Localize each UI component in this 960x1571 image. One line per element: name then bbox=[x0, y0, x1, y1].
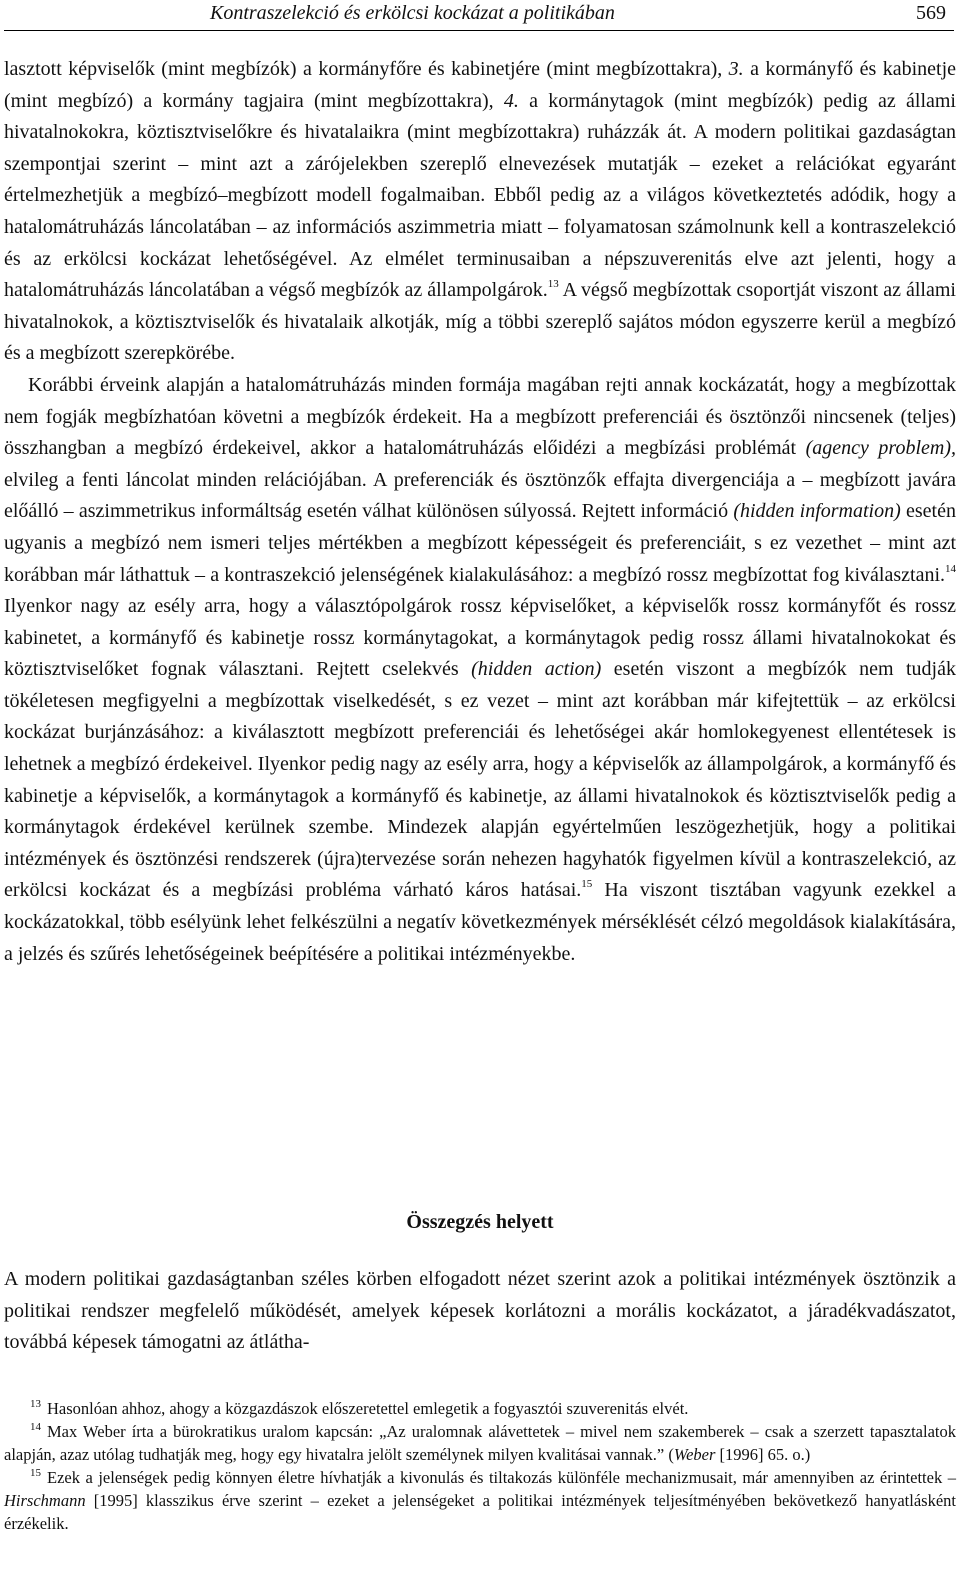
text-run: Ha viszont tisztában vagyunk ezekkel a kockázatokkal, több esélyünk lehet felkészülni a negatív következmények mérséklését célzó megoldások kialakítására, a jelzés és szűrés lehetőségeinek beépítésére a politikai intézményekbe. bbox=[4, 879, 957, 965]
section-heading: Összegzés helyett bbox=[406, 1211, 554, 1233]
footnote-15 bbox=[4, 1466, 956, 1535]
italic-term: (hidden information) bbox=[733, 500, 901, 523]
footnote-text: Max Weber írta a bürokratikus uralom kapcsán: „Az uralomnak alávettetek – mivel nem szakemberek – csak a szerzett tapasztalatok alapján, azaz utólag tudhatják meg, hogy egy hivatalra jelölt személynek milyen kvalitásai vannak.” ( bbox=[4, 1422, 956, 1464]
footnote-ref-14[interactable]: 14 bbox=[945, 562, 956, 575]
text-run: Korábbi érveink alapján a hatalomátruházás minden formája magában rejti annak kockázatát, hogy a megbízottak nem fogják megbízhatóan követni a megbízók érdekeit. Ha a megbízott preferenciái és ösztönzői nincsenek (teljes) összhangban a megbízó érdekeivel, akkor a hatalomátruházás előidézi a megbízási problémát bbox=[4, 373, 956, 460]
footnote-number: 15 bbox=[30, 1467, 41, 1479]
footnote-text: [1996] 65. o.) bbox=[715, 1445, 811, 1464]
text-run: esetén ugyanis a megbízó nem ismeri teljes mértékben a megbízott képességeit és preferenciáit, s ez vezethet – mint azt korábban már láthattuk – a kontraszekció jelenségének kialakulásához: a megbízó rossz megbízottat fog kiválasztani. bbox=[4, 500, 956, 586]
footnote-number: 13 bbox=[30, 1398, 41, 1410]
author-name: Weber bbox=[673, 1445, 716, 1464]
text-run: Ilyenkor nagy az esély arra, hogy a választópolgárok rossz képviselőket, a képviselők rossz kormányfőt és rossz kabinetet, a kormányfő és kabinetje rossz kormánytagokat, a kormánytagok pedig rossz állami hivatalnokokat és köztisztviselőket fognak választani. Rejtett cselekvés bbox=[4, 595, 956, 681]
footnote-ref-15[interactable]: 15 bbox=[581, 878, 593, 891]
paragraph-1 bbox=[4, 54, 956, 370]
main-text bbox=[4, 54, 956, 970]
italic-term: (hidden action) bbox=[471, 658, 602, 681]
footnote-13 bbox=[4, 1397, 956, 1420]
footnote-text: Hasonlóan ahhoz, ahogy a közgazdászok előszeretettel emlegetik a fogyasztói szuverenitás elvét. bbox=[47, 1399, 689, 1418]
footnotes bbox=[4, 1397, 956, 1535]
author-name: Hirschmann bbox=[4, 1491, 86, 1510]
running-title: Kontraszelekció és erkölcsi kockázat a politikában bbox=[210, 2, 615, 24]
list-number: 4. bbox=[503, 89, 519, 112]
paragraph-2 bbox=[4, 370, 956, 970]
text-run: a kormányfő és kabinetje (mint megbízó) a kormány tagjaira (mint megbízottakra), bbox=[4, 58, 957, 112]
footnote-number: 14 bbox=[30, 1421, 41, 1433]
footnote-14 bbox=[4, 1420, 956, 1466]
running-header bbox=[4, 0, 954, 31]
text-run: esetén viszont a megbízók nem tudják tökéletesen megfigyelni a megbízottak viselkedését, s ez vezet – mint azt korábban már kifejtettük – az erkölcsi kockázat burjánzásához: a kiválasztott megbízott preferenciái és lehetőségei akár homlokegyenest ellentétesek is lehetnek a megbízó érdekeivel. Ilyenkor pedig nagy az esély arra, hogy a képviselők az állampolgárok, a kormányfő és kabinetje a képviselők, a kormánytagok a kormányfő és kabinetje, az állami hivatalnokok és köztisztviselők pedig a kormánytagok érdekével kerülnek szembe. Mindezek alapján egyértelműen leszögezhetjük, hogy a politikai intézmények és ösztönzési rendszerek (újra)tervezése során nehezen hagyhatók figyelmen kívül a kontraszelekció, az erkölcsi kockázat és a megbízási probléma várható káros hatásai. bbox=[4, 658, 956, 902]
text-run: elvileg a fenti láncolat minden relációjában. A preferenciák és ösztönzők effajta divergenciája a – megbízott javára előálló – aszimmetrikus informáltság esetén válhat különösen súlyossá. Rejtett információ bbox=[4, 468, 956, 523]
page-number: 569 bbox=[916, 2, 946, 24]
footnote-text: Ezek a jelenségek pedig könnyen életre hívhatják a kivonulás és tiltakozás különféle mechanizmusait, már amennyiben az érintettek – bbox=[47, 1468, 956, 1487]
italic-term: (agency problem), bbox=[805, 437, 956, 460]
text-run: lasztott képviselők (mint megbízók) a kormányfőre és kabinetjére (mint megbízottakra), bbox=[4, 58, 729, 80]
footnote-text: [1995] klasszikus érve szerint – ezeket a jelenségeket a politikai intézmények teljesítményében bekövetkező hanyatlásként érzékelik. bbox=[4, 1491, 956, 1533]
text-run: A végső megbízottak csoportját viszont az állami hivatalnokok, a köztisztviselők és hivatalaik alkotják, míg a többi szereplő sajátos módon egyszerre kerül a megbízó és a megbízott szerepkörébe. bbox=[4, 279, 956, 365]
footnote-ref-13[interactable]: 13 bbox=[547, 278, 559, 291]
section-text bbox=[4, 1264, 956, 1359]
section-paragraph: A modern politikai gazdaságtanban széles körben elfogadott nézet szerint azok a politikai intézmények ösztönzik a politikai rendszer megfelelő működését, amelyek képesek korlátozni a morális kockázatot, a járadékvadászatot, továbbá képesek támogatni az átlátha- bbox=[4, 1268, 956, 1354]
text-run: a kormánytagok (mint megbízók) pedig az állami hivatalnokokra, köztisztviselőkre és hivatalaikra (mint megbízottakra) ruházzák át. A modern politikai gazdaságtan szempontjai szerint – mint azt a zárójelekben szereplő elnevezések mutatják – ezeket a relációkat egyaránt értelmezhetjük a megbízó–megbízott modell fogalmaiban. Ebből pedig az a világos következtetés adódik, hogy a hatalomátruházás láncolatában – az információs aszimmetria miatt – folyamatosan számolnunk kell a kontraszelekció és az erkölcsi kockázat lehetőségével. Az elmélet terminusaiban a népszuverenitás elve azt jelenti, hogy a hatalomátruházás láncolatában a végső megbízók az állampolgárok. bbox=[4, 89, 956, 302]
list-number: 3. bbox=[728, 58, 744, 80]
